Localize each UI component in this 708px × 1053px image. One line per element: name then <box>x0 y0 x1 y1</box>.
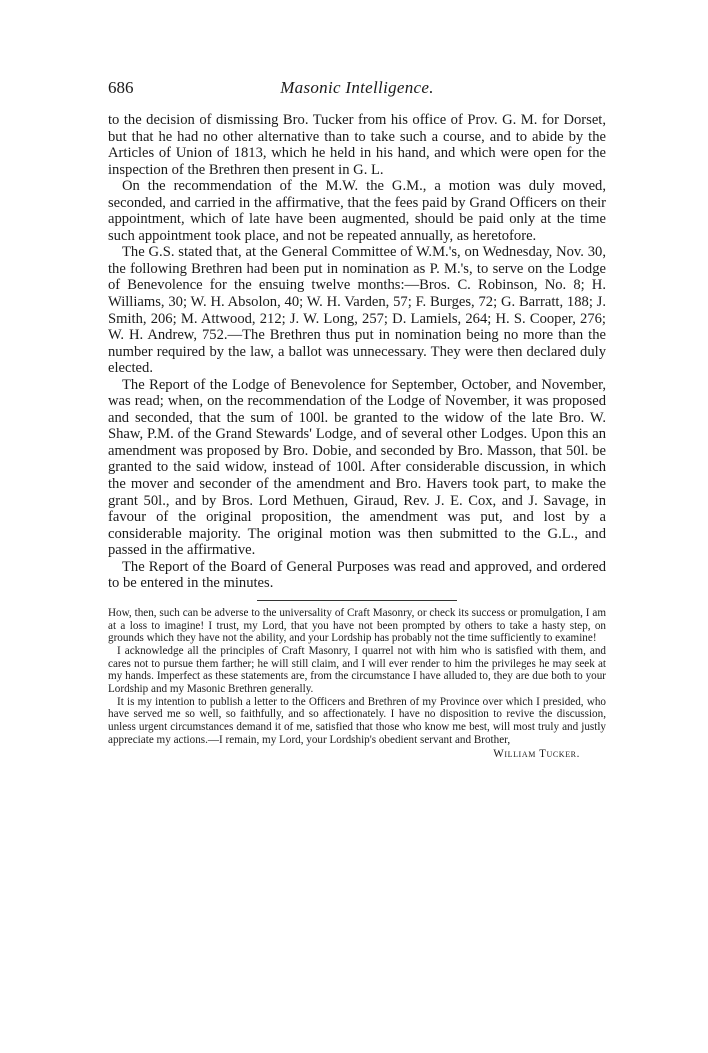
body-paragraph: to the decision of dismissing Bro. Tucker from his office of Prov. G. M. for Dorset, but that he had no other alternative than to take such a course, and to abide by the Articles of Union of 1813, which he held in his hand, and which were open for the inspection of the Brethren then present in G. L. <box>108 112 606 178</box>
footnote-divider <box>257 600 457 601</box>
body-paragraph: The G.S. stated that, at the General Committee of W.M.'s, on Wednesday, Nov. 30, the following Brethren had been put in nomination as P. M.'s, to serve on the Lodge of Benevolence for the ensuing twelve months:—Bros. C. Robinson, No. 8; H. Williams, 30; W. H. Absolon, 40; W. H. Varden, 57; F. Burges, 72; G. Barratt, 188; J. Smith, 206; M. Attwood, 212; J. W. Long, 257; D. Lamiels, 264; H. S. Cooper, 276; W. H. Andrew, 752.—The Brethren thus put in nomination being no more than the number required by the law, a ballot was unnecessary. They were then declared duly elected. <box>108 244 606 377</box>
page-header <box>108 78 606 104</box>
page-number: 686 <box>108 78 134 97</box>
document-page <box>108 78 606 761</box>
footnote-paragraph: It is my intention to publish a letter to the Officers and Brethren of my Province over which I presided, who have served me so well, so faithfully, and so affectionately. I have no disposition to revive the discussion, unless urgent circumstances demand it of me, satisfied that those who know me best, will most truly and justly appreciate my actions.—I remain, my Lord, your Lordship's obedient servant and Brother, <box>108 695 606 746</box>
footnote-paragraph: I acknowledge all the principles of Craft Masonry, I quarrel not with him who is satisfied with them, and cares not to pursue them farther; he will still claim, and I will ever render to him the privileges he may seek at my hands. Imperfect as these statements are, from the circumstance I have alluded to, they are due both to your Lordship and my Masonic Brethren generally. <box>108 644 606 696</box>
footnote-paragraph: How, then, such can be adverse to the universality of Craft Masonry, or check its success or promulgation, I am at a loss to imagine! I trust, my Lord, that you have not been prompted by others to take a hasty step, on grounds which they have not the ability, and your Lordship has probably not the time sufficiently to examine! <box>108 606 606 645</box>
body-paragraph: The Report of the Board of General Purposes was read and approved, and ordered to be entered in the minutes. <box>108 558 606 592</box>
body-paragraph: The Report of the Lodge of Benevolence for September, October, and November, was read; when, on the recommendation of the Lodge of November, it was proposed and seconded, that the sum of 100l. be granted to the widow of the late Bro. W. Shaw, P.M. of the Grand Stewards' Lodge, and of several other Lodges. Upon this an amendment was proposed by Bro. Dobie, and seconded by Bro. Masson, that 50l. be granted to the said widow, instead of 100l. After considerable discussion, in which the mover and seconder of the amendment and Bro. Havers took part, to make the grant 50l., and by Bros. Lord Methuen, Giraud, Rev. J. E. Cox, and J. Savage, in favour of the original proposition, the amendment was put, and lost by a considerable majority. The original motion was then submitted to the G.L., and passed in the affirmative. <box>108 376 606 559</box>
running-title: Masonic Intelligence. <box>280 78 434 97</box>
main-text <box>108 112 606 592</box>
signature: William Tucker. <box>493 747 580 760</box>
body-paragraph: On the recommendation of the M.W. the G.M., a motion was duly moved, seconded, and carried in the affirmative, that the fees paid by Grand Officers on their appointment, which of late have been augmented, should be paid only at the time such appointment took place, and not be repeated annually, as heretofore. <box>108 178 606 244</box>
footnote <box>108 607 606 761</box>
